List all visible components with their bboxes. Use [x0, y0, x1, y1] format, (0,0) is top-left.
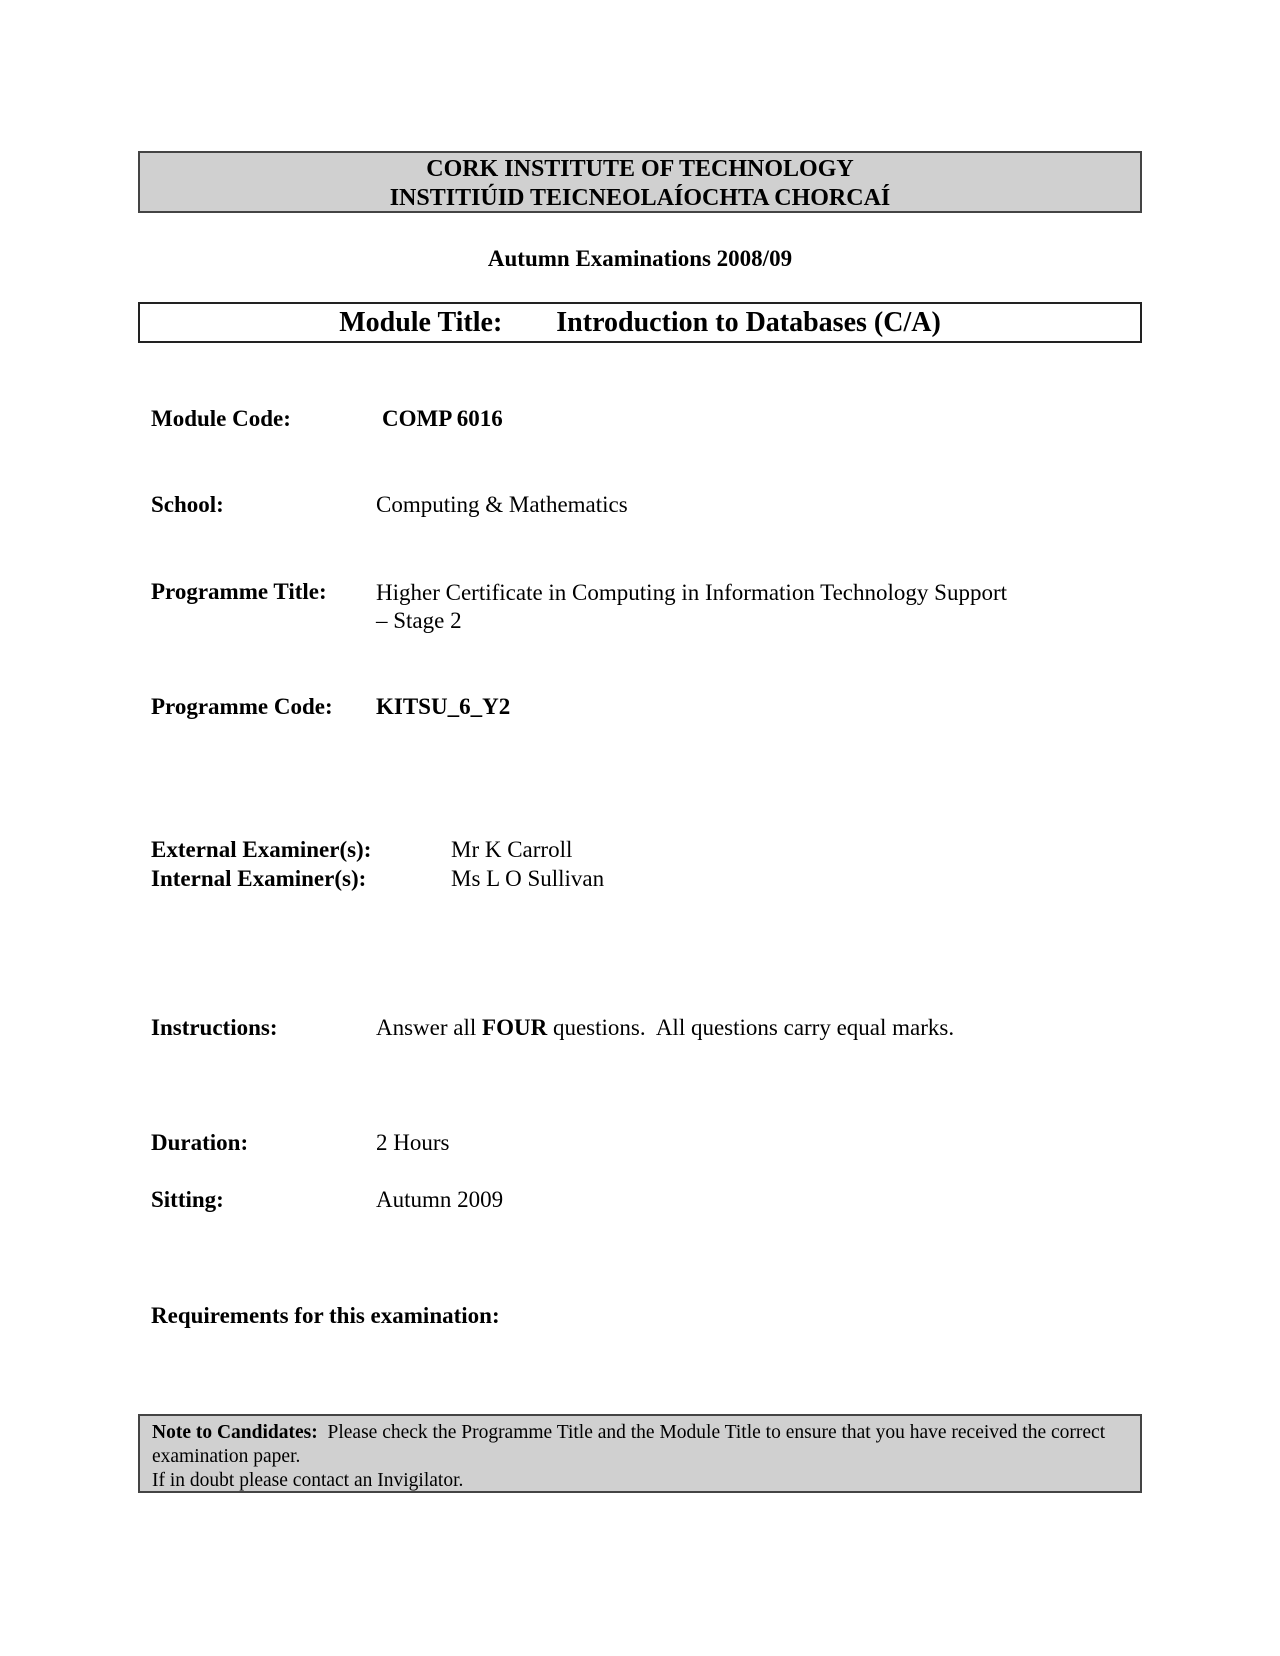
programme-title-line1: Higher Certificate in Computing in Information Technology Support [376, 580, 1007, 605]
school-label: School: [151, 492, 224, 517]
programme-code-label: Programme Code: [151, 694, 333, 719]
requirements-label: Requirements for this examination: [151, 1303, 500, 1328]
exam-session: Autumn Examinations 2008/09 [487, 246, 793, 271]
duration-label: Duration: [151, 1130, 249, 1155]
school-value: Computing & Mathematics [376, 492, 628, 517]
instructions-emphasis: FOUR [482, 1015, 548, 1040]
external-examiner-label: External Examiner(s): [151, 837, 372, 862]
sitting-value: Autumn 2009 [376, 1187, 504, 1212]
instructions-value [376, 1015, 954, 1041]
programme-title-line2: – Stage 2 [376, 608, 462, 633]
module-code-value: COMP 6016 [382, 406, 503, 431]
duration-value: 2 Hours [376, 1130, 450, 1155]
programme-title-value [376, 579, 1096, 635]
instructions-label: Instructions: [151, 1015, 278, 1040]
programme-title-label: Programme Title: [151, 579, 327, 604]
note-line2: If in doubt please contact an Invigilator. [152, 1470, 464, 1491]
institute-header [138, 151, 1142, 213]
instructions-prefix: Answer all [376, 1015, 483, 1040]
note-text: Please check the Programme Title and the Module Title to ensure that you have received the correct examination paper. [152, 1422, 1110, 1467]
module-title-label: Module Title: [339, 307, 503, 338]
institute-name-irish: INSTITIÚID TEICNEOLAÍOCHTA CHORCAÍ [389, 185, 891, 211]
module-code-label: Module Code: [151, 406, 291, 431]
module-title-box [138, 302, 1142, 343]
internal-examiner-value: Ms L O Sullivan [451, 866, 605, 891]
note-label: Note to Candidates: [152, 1422, 318, 1443]
programme-code-value: KITSU_6_Y2 [376, 694, 511, 719]
sitting-label: Sitting: [151, 1187, 224, 1212]
module-title-value: Introduction to Databases (C/A) [556, 307, 941, 338]
external-examiner-value: Mr K Carroll [451, 837, 573, 862]
note-to-candidates [138, 1414, 1142, 1493]
internal-examiner-label: Internal Examiner(s): [151, 866, 367, 891]
institute-name-english: CORK INSTITUTE OF TECHNOLOGY [426, 156, 854, 182]
instructions-suffix: questions. All questions carry equal marks. [547, 1015, 955, 1040]
